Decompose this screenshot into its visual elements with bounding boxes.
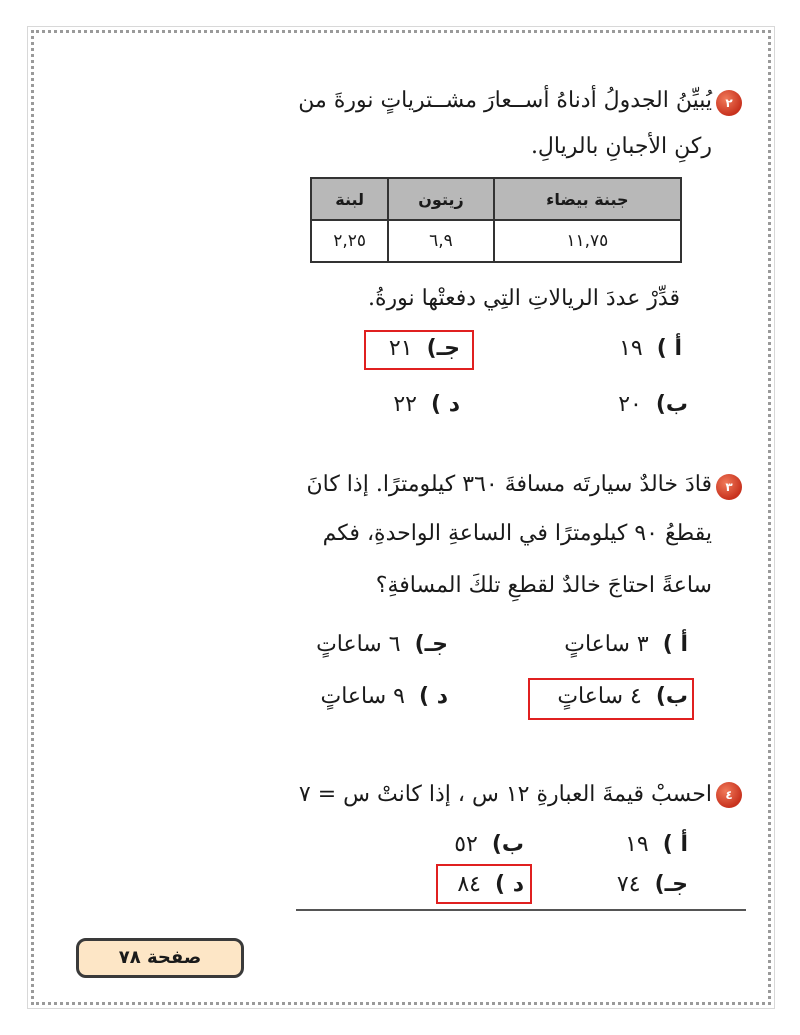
table-cell: ١١,٧٥ [494, 220, 681, 262]
correct-answer-highlight [364, 330, 474, 370]
page-number-label: صفحة ٧٨ [76, 938, 244, 978]
option-letter: جـ) [414, 632, 448, 657]
prices-table [310, 177, 682, 263]
correct-answer-highlight [436, 864, 532, 904]
option-letter: د ) [494, 872, 524, 897]
option-a[interactable] [619, 336, 682, 361]
question-number-badge: ٤ [716, 782, 742, 808]
question-text-line: ساعةً احتاجَ خالدٌ لقطعِ تلكَ المسافةِ؟ [375, 573, 712, 598]
option-a[interactable] [564, 632, 688, 657]
question-text-line: قادَ خالدٌ سيارتَه مسافةَ ٣٦٠ كيلومترًا. إذا كانَ [306, 472, 712, 497]
option-b[interactable] [618, 392, 688, 417]
question-text-line: يُبيِّنُ الجدولُ أدناهُ أســعارَ مشــترياتٍ نورةَ من [298, 88, 712, 113]
option-c[interactable] [316, 632, 448, 657]
table-header-cell: لبنة [311, 178, 388, 220]
option-value: ٤ ساعاتٍ [557, 684, 642, 709]
option-value: ٩ ساعاتٍ [320, 684, 405, 709]
table-row [311, 220, 681, 262]
option-letter: جـ) [654, 872, 688, 897]
question-text-line: ركنِ الأجبانِ بالريالِ. [530, 134, 712, 159]
table-cell: ٦,٩ [388, 220, 493, 262]
option-value: ١٩ [619, 336, 643, 361]
table-header-cell: زيتون [388, 178, 493, 220]
table-header-row [311, 178, 681, 220]
question-prompt: قدِّرْ عددَ الريالاتِ التِي دفعتْها نورةُ. [368, 286, 680, 311]
option-value: ٦ ساعاتٍ [316, 632, 401, 657]
question-text-line: يقطعُ ٩٠ كيلومترًا في الساعةِ الواحدةِ، فكم [322, 521, 712, 546]
option-d[interactable] [393, 392, 460, 417]
question-number-badge: ٣ [716, 474, 742, 500]
question-number-badge: ٢ [716, 90, 742, 116]
option-letter: ب) [491, 832, 524, 857]
option-letter: أ ) [662, 832, 688, 857]
correct-answer-highlight [528, 678, 694, 720]
option-value: ٢٢ [393, 392, 417, 417]
option-value: ٢٠ [618, 392, 642, 417]
option-value: ٧٤ [616, 872, 641, 897]
option-d[interactable] [320, 684, 448, 709]
table-cell: ٢,٢٥ [311, 220, 388, 262]
option-letter: د ) [430, 392, 460, 417]
option-value: ١٩ [625, 832, 649, 857]
question-2 [298, 78, 733, 170]
divider [296, 909, 746, 911]
option-letter: ب) [655, 392, 688, 417]
option-value: ٢١ [388, 336, 413, 361]
question-3 [306, 462, 733, 612]
option-value: ٨٤ [457, 872, 481, 897]
option-letter: أ ) [656, 336, 682, 361]
table-header-cell: جبنة بيضاء [494, 178, 681, 220]
option-letter: أ ) [662, 632, 688, 657]
option-value: ٣ ساعاتٍ [564, 632, 649, 657]
question-4 [298, 772, 733, 818]
option-b[interactable] [454, 832, 524, 857]
question-2-prompt [368, 276, 680, 322]
option-value: ٥٢ [454, 832, 478, 857]
option-letter: د ) [418, 684, 448, 709]
option-letter: ب) [655, 684, 688, 709]
option-a[interactable] [625, 832, 688, 857]
question-text-line: احسبْ قيمةَ العبارةِ ١٢ س ، إذا كانتْ س = ٧ [298, 782, 712, 807]
option-c[interactable] [617, 872, 688, 897]
option-letter: جـ) [426, 336, 460, 361]
